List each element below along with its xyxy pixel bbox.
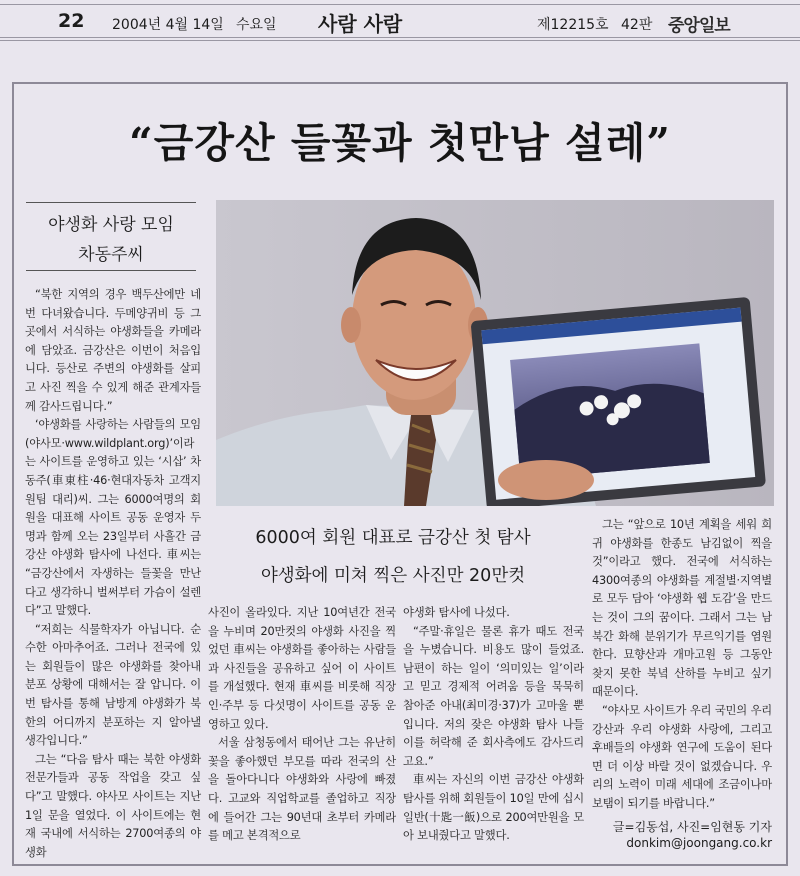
paragraph: 그는 “앞으로 10년 계획을 세워 희귀 야생화를 한종도 남김없이 찍을 것”이라고 했다. 전국에 서식하는 4300여종의 야생화를 계절별·지역별로 모두 담아 ‘야생화 웹 도감’을 만드는 것이 그의 꿈이다. 그래서 그는 남북간 화해 분위기가 무르익기를 염원한다. 묘향산과 개마고원 등 그동안 찾지 못한 북녘 산하를 누비고 싶기 때문이다.: [592, 518, 772, 699]
deck-line-1: 6000여 회원 대표로 금강산 첫 탐사: [255, 528, 531, 548]
page-header: [0, 0, 800, 44]
edition: 42판: [621, 17, 653, 33]
paragraph: 서울 삼청동에서 태어난 그는 유난히 꽃을 좋아했던 부모를 따라 전국의 산을 돌아다니다 야생화와 사랑에 빠졌다. 고교와 직업학교를 졸업하고 직장에 들어간 그는 90년대 초부터 카메라를 메고 본격적으로: [208, 736, 396, 843]
paragraph: “북한 지역의 경우 백두산에만 네 번 다녀왔습니다. 두메양귀비 등 그 곳에서 서식하는 야생화들을 카메라에 담았죠. 금강산은 이번이 처음입니다. 등산로 주변의 야생화를 살피고 사진 찍을 수 있게 해준 관계자들께 감사드립니다.”: [25, 288, 201, 413]
subhead-rule-bottom: [26, 270, 196, 271]
subhead-line-2: 차동주씨: [78, 245, 144, 265]
header-rule-top: [0, 4, 800, 5]
paragraph: 그는 “다음 탐사 때는 북한 야생화 전문가들과 공동 작업을 갖고 싶다”고 말했다. 야사모 사이트는 지난 1일 문을 열었다. 이 사이트에는 현재 국내에 서식하는 2700여종의 야생화: [25, 752, 201, 859]
issue-number: 제12215호: [537, 17, 609, 33]
paragraph: 車씨는 자신의 이번 금강산 야생화 탐사를 위해 회원들이 10일 만에 십시일반(十匙一飯)으로 200여만원을 모아 보내줬다고 말했다.: [403, 773, 584, 843]
subhead-line-1: 야생화 사랑 모임: [48, 215, 174, 235]
article-column-2: [208, 604, 396, 846]
deck-line-2: 야생화에 미쳐 찍은 사진만 20만컷: [260, 566, 526, 586]
article-column-4: [592, 516, 772, 814]
paragraph: ‘야생화를 사랑하는 사람들의 모임(야사모·www.wildplant.org)’이라는 사이트를 운영하고 있는 ‘시삽’ 차동주(車東柱·46·현대자동차 고객지원팀 대리)씨. 그는 6000여명의 회원을 대표해 사이트 공동 운영자 두명과 함께 오는 23일부터 사흘간 금강산 야생화 탐사에 나선다. 車씨는 “금강산에서 자생하는 들꽃을 만난다고 생각하니 벌써부터 가슴이 설렌다”고 말했다.: [25, 418, 201, 618]
page-number: 22: [58, 10, 85, 32]
weekday: 수요일: [236, 17, 277, 33]
portrait-photo: [216, 200, 774, 506]
photo-illustration: [216, 200, 774, 506]
newspaper-logo: 중앙일보: [668, 16, 730, 36]
paragraph: “야사모 사이트가 우리 국민의 우리 강산과 우리 야생화 사랑에, 그리고 후배들의 야생화 연구에 도움이 된다면 더 이상 바랄 것이 없겠습니다. 우리의 노력이 미래 세대에 조금이나마 보탬이 되기를 바랍니다.”: [592, 703, 772, 810]
headline: “금강산 들꽃과 첫만남 설레”: [129, 119, 671, 167]
paragraph: “저희는 식물학자가 아닙니다. 순수한 아마추어죠. 그러나 전국에 있는 회원들이 많은 야생화를 찾아내 분포 상황에 대해서는 잘 압니다. 이번 탐사를 통해 남방계 야생화가 북한의 어디까지 분포하는 지 알아낼 생각입니다.”: [25, 622, 201, 748]
header-rule-bottom: [0, 37, 800, 38]
paragraph: “주말·휴일은 물론 휴가 때도 전국을 누볐습니다. 비용도 많이 들었죠. 남편이 하는 일이 ‘의미있는 일’이라고 믿고 경제적 어려움 등을 묵묵히 참아준 아내(최미경·37)가 고마울 뿐입니다. 저의 잦은 야생화 탐사 나들이를 허락해 준 회사측에도 감사드리고요.”: [403, 624, 584, 768]
issue-date: 2004년 4월 14일: [112, 17, 224, 33]
paragraph: 사진이 올라있다. 지난 10여년간 전국을 누비며 20만컷의 야생화 사진을 찍었던 車씨는 야생화를 좋아하는 사람들과 사진들을 공유하고 싶어 이 사이트를 개설했다. 현재 車씨를 비롯해 직장인·주부 등 다섯명이 사이트를 공동 운영하고 있다.: [208, 606, 396, 731]
byline-credit: 글=김동섭, 사진=임현동 기자: [612, 820, 772, 834]
section-title: 사람 사람: [318, 12, 403, 36]
paragraph: 야생화 탐사에 나섰다.: [403, 606, 510, 619]
article-column-1: [25, 286, 201, 862]
subhead-rule-top: [26, 202, 196, 203]
article-column-3: [403, 604, 584, 846]
byline-email: donkim@joongang.co.kr: [626, 836, 772, 850]
header-rule-bottom-2: [0, 40, 800, 41]
